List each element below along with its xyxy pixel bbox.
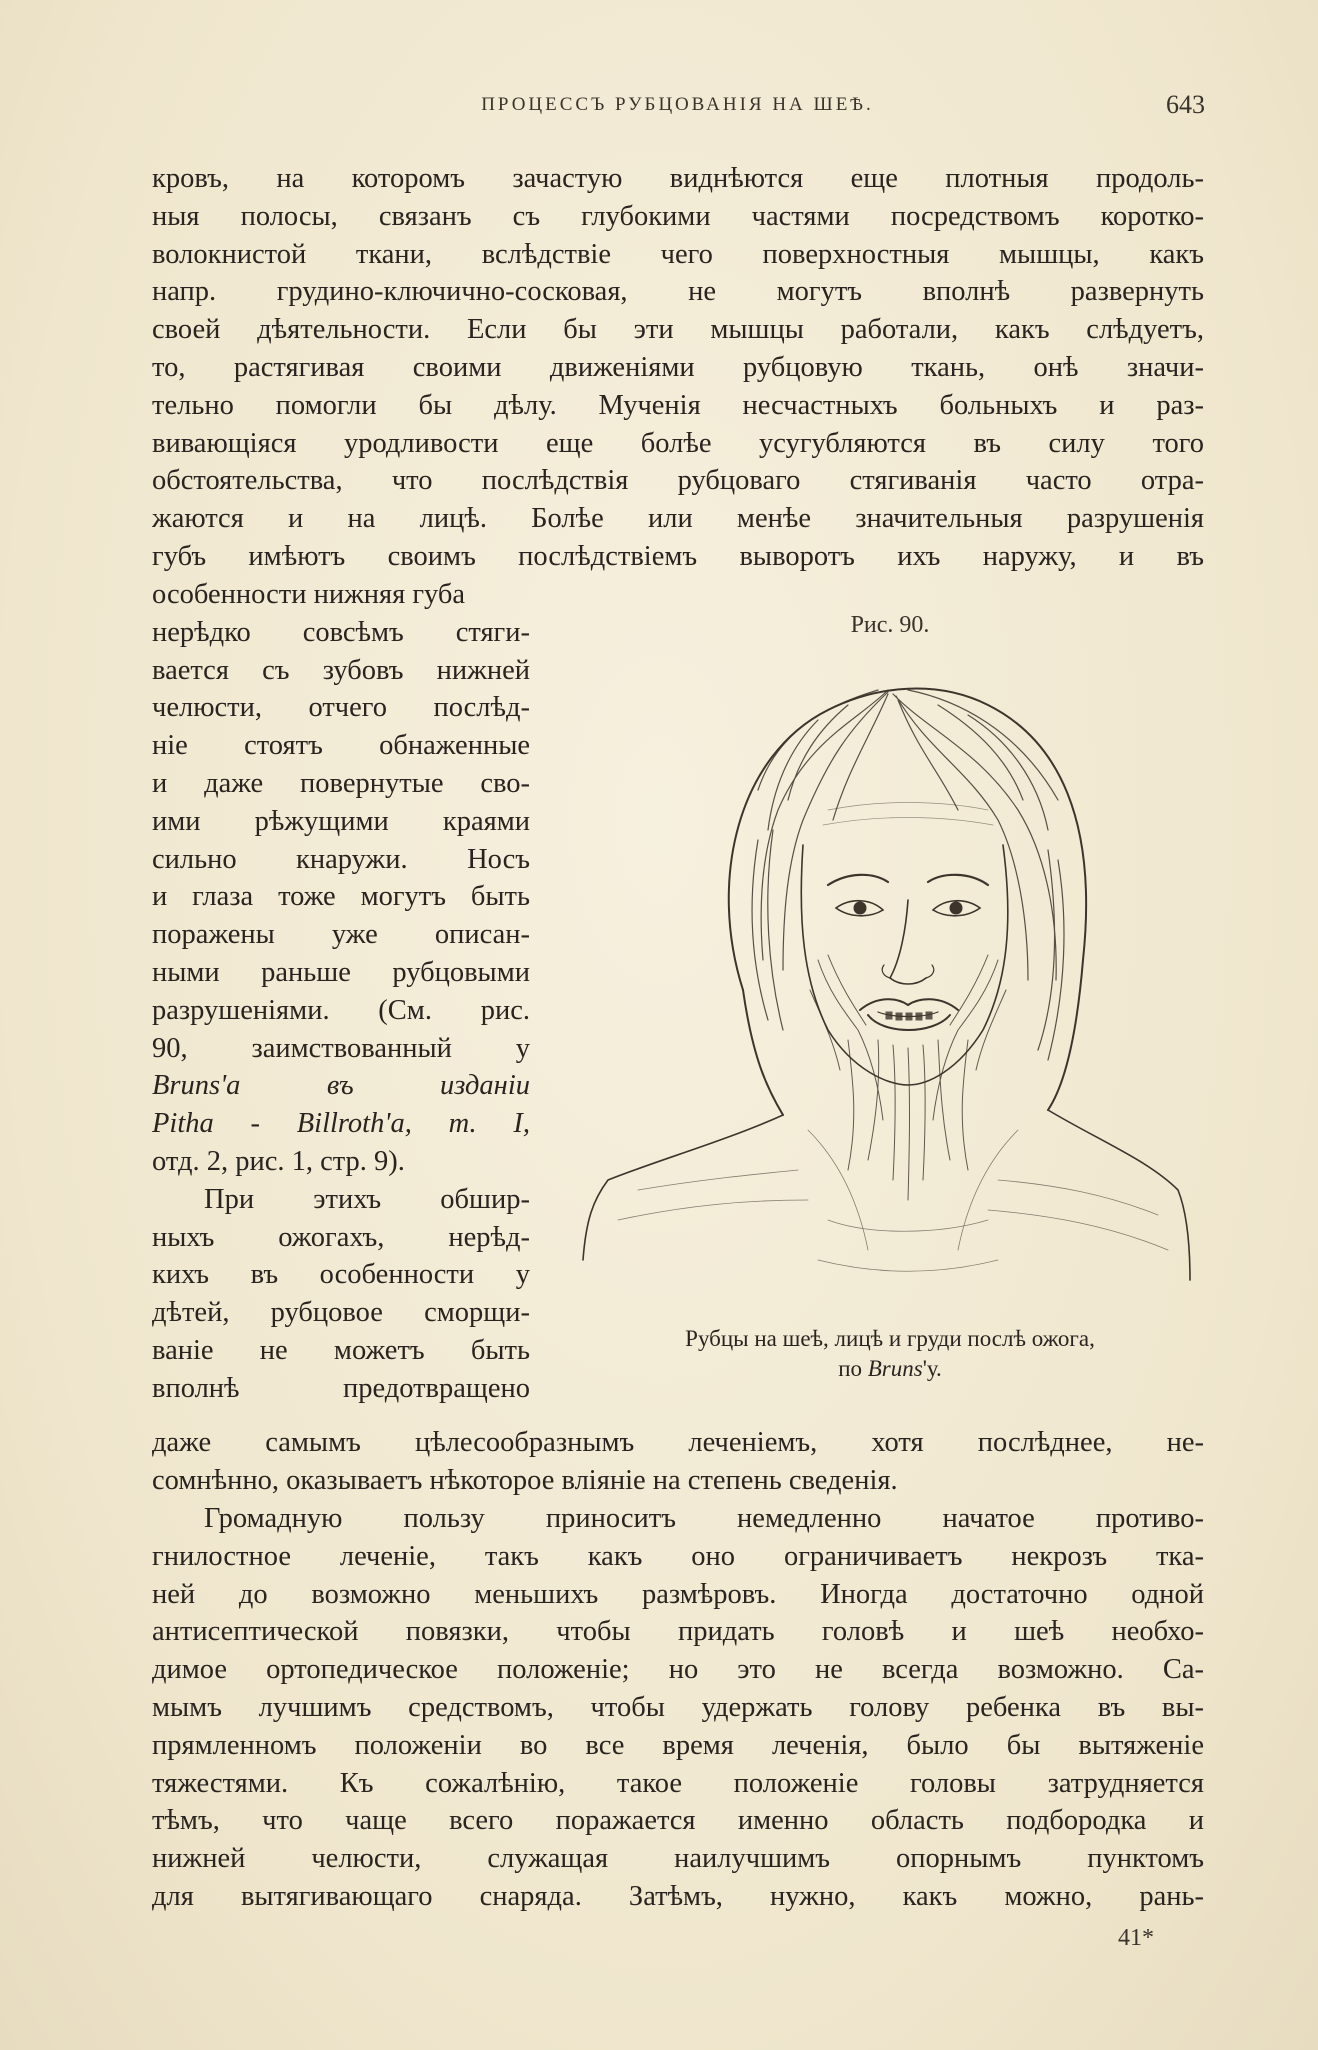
legend-prefix: по	[838, 1356, 868, 1381]
legend-author: Bruns	[867, 1356, 923, 1381]
text-line: и даже повернутые сво-	[152, 767, 530, 799]
text-line: антисептической повязки, чтобы придать головѣ и шеѣ необхо-	[152, 1616, 1204, 1648]
text-line: напр. грудино-ключично-сосковая, не могутъ вполнѣ развернуть	[152, 276, 1204, 308]
text-line: тельно помогли бы дѣлу. Мученія несчастныхъ больныхъ и раз-	[152, 389, 1204, 421]
text-line: и глаза тоже могутъ быть	[152, 881, 530, 913]
text-line: то, растягивая своими движеніями рубцовую ткань, онѣ значи-	[152, 351, 1204, 383]
text-line: мымъ лучшимъ средствомъ, чтобы удержать голову ребенка въ вы-	[152, 1691, 1204, 1723]
text-line: При этихъ обшир-	[204, 1183, 530, 1215]
text-line: тѣмъ, что чаще всего поражается именно область подбородка и	[152, 1805, 1204, 1837]
text-line: ными раньше рубцовыми	[152, 956, 530, 988]
text-line: для вытягивающаго снаряда. Затѣмъ, нужно, какъ можно, рань-	[152, 1880, 1204, 1912]
text-line: волокнистой ткани, вслѣдствіе чего поверхностныя мышцы, какъ	[152, 238, 1204, 270]
text-line: губъ имѣютъ своимъ послѣдствіемъ выворотъ ихъ наружу, и въ	[152, 540, 1204, 572]
text-line: димое ортопедическое положеніе; но это не всегда возможно. Са-	[152, 1654, 1204, 1686]
text-line: вается съ зубовъ нижней	[152, 654, 530, 686]
text-line: ныя полосы, связанъ съ глубокими частями посредствомъ коротко-	[152, 200, 1204, 232]
signature-mark: 41*	[1118, 1925, 1154, 1951]
text-line: нижней челюсти, служащая наилучшимъ опорнымъ пунктомъ	[152, 1843, 1204, 1875]
figure-legend	[575, 1324, 1205, 1384]
text-line: жаются и на лицѣ. Болѣе или менѣе значительныя разрушенія	[152, 503, 1204, 535]
text-line: 90, заимствованный у	[152, 1032, 530, 1064]
text-line: обстоятельства, что послѣдствія рубцоваго стягиванія часто отра-	[152, 465, 1204, 497]
text-line: даже самымъ цѣлесообразнымъ леченіемъ, хотя послѣднее, не-	[152, 1427, 1204, 1458]
text-line: сомнѣнно, оказываетъ нѣкоторое вліяніе на степень сведенія.	[152, 1464, 898, 1496]
text-line: вивающіяся уродливости еще болѣе усугубляются въ силу того	[152, 427, 1204, 459]
text-line: ваніе не можетъ быть	[152, 1334, 530, 1366]
text-line: ней до возможно меньшихъ размѣровъ. Иногда достаточно одной	[152, 1578, 1204, 1610]
text-line: сильно кнаружи. Носъ	[152, 843, 530, 875]
paragraph-second	[152, 1500, 1204, 1916]
paragraph-narrow-column	[152, 576, 530, 1408]
figure-legend-line2	[575, 1354, 1205, 1384]
running-head	[150, 90, 1205, 124]
text-line: ныхъ ожогахъ, нерѣд-	[152, 1221, 530, 1253]
text-line: ніе стоятъ обнаженные	[152, 730, 530, 762]
text-line-italic: Bruns'а въ изданіи	[152, 1070, 530, 1102]
text-line: кровъ, на которомъ зачастую виднѣются еще плотныя продоль-	[152, 163, 1204, 194]
paragraph-continuation	[152, 1424, 1204, 1500]
engraving-face-illustration	[578, 660, 1192, 1310]
page-number: 643	[1166, 90, 1205, 119]
figure-legend-line1: Рубцы на шеѣ, лицѣ и груди послѣ ожога,	[685, 1326, 1095, 1351]
text-line: отд. 2, рис. 1, стр. 9).	[152, 1145, 405, 1177]
text-line-italic: Pitha - Billroth'а, т. I,	[152, 1108, 530, 1140]
figure-label: Рис. 90.	[850, 612, 930, 638]
text-line: тяжестями. Къ сожалѣнію, такое положеніе головы затрудняется	[152, 1767, 1204, 1799]
text-line: дѣтей, рубцовое сморщи-	[152, 1297, 530, 1329]
text-line: разрушеніями. (См. рис.	[152, 994, 530, 1026]
text-line: своей дѣятельности. Если бы эти мышцы работали, какъ слѣдуетъ,	[152, 314, 1204, 346]
text-line: Громадную пользу приноситъ немедленно начатое противо-	[204, 1503, 1204, 1534]
text-line: ими рѣжущими краями	[152, 805, 530, 837]
text-line: нерѣдко совсѣмъ стяги-	[152, 616, 530, 648]
text-line: прямленномъ положеніи во все время леченія, было бы вытяженіе	[152, 1729, 1204, 1761]
text-line: особенности нижняя губа	[152, 579, 466, 610]
text-line: вполнѣ предотвращено	[152, 1372, 530, 1404]
paragraph-top	[152, 160, 1204, 576]
text-line: челюсти, отчего послѣд-	[152, 692, 530, 724]
text-line: гнилостное леченіе, такъ какъ оно ограничиваетъ некрозъ тка-	[152, 1540, 1204, 1572]
text-line: кихъ въ особенности у	[152, 1259, 530, 1291]
legend-suffix: 'у.	[922, 1356, 942, 1381]
text-line: поражены уже описан-	[152, 919, 530, 951]
running-title: ПРОЦЕССЪ РУБЦОВАНІЯ НА ШЕѢ.	[481, 94, 874, 115]
